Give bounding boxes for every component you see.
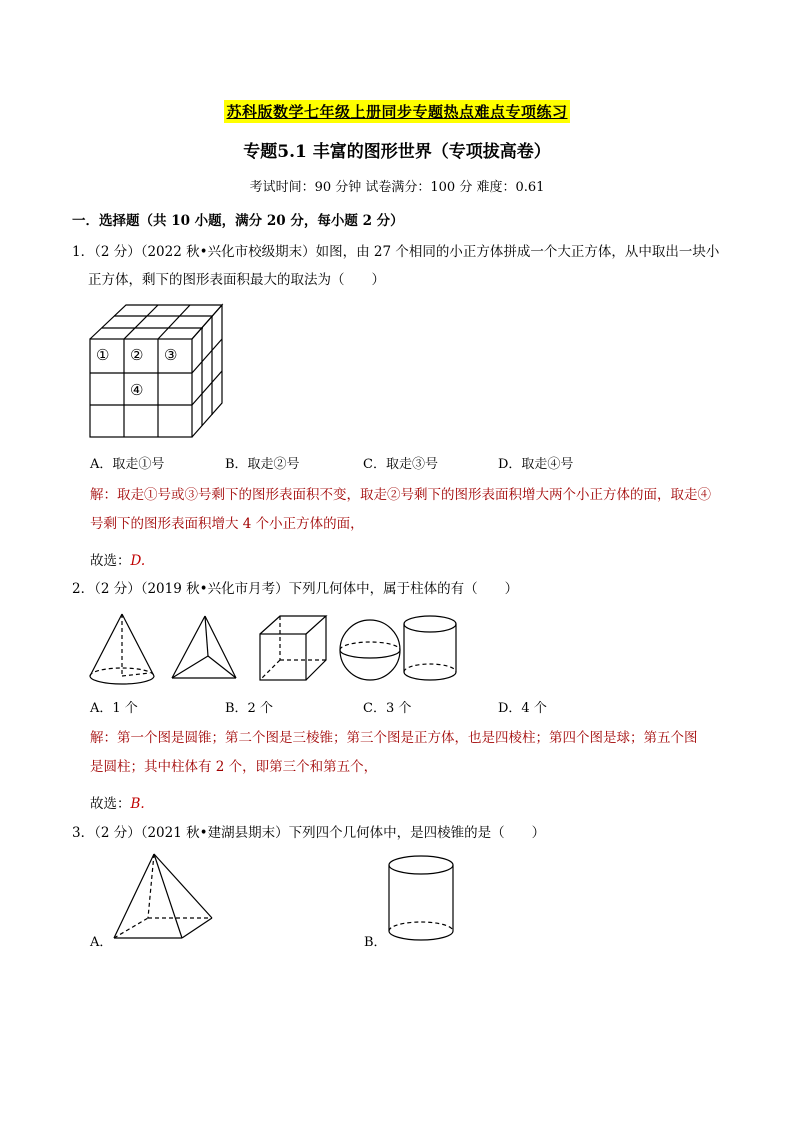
cube-label-3: ③	[164, 346, 178, 364]
solution-q2	[90, 724, 730, 782]
cube-label-4: ④	[130, 381, 144, 399]
answer-letter: B.	[130, 796, 145, 812]
cube-figure	[88, 303, 248, 443]
cube-shape	[260, 616, 326, 680]
cylinder-shape	[404, 616, 456, 680]
question-stem: 正方体，剩下的图形表面积最大的取法为（ ）	[88, 272, 385, 288]
option-b[interactable]: B．取走②号	[225, 457, 300, 472]
series-banner-wrap	[0, 100, 794, 123]
cube-label-1: ①	[96, 346, 110, 364]
question-stem: 3．（2 分）（2021 秋•建湖县期末）下列四个几何体中，是四棱锥的是（ ）	[72, 825, 546, 841]
section-heading: 一．选择题（共 10 小题，满分 20 分，每小题 2 分）	[72, 213, 404, 229]
solution-line: 是圆柱；其中柱体有 2 个，即第三个和第五个，	[90, 759, 378, 775]
exam-meta: 考试时间：90 分钟 试卷满分：100 分 难度：0.61	[249, 180, 545, 195]
question-stem: 2．（2 分）（2019 秋•兴化市月考）下列几何体中，属于柱体的有（ ）	[72, 581, 519, 597]
answer-q2	[90, 792, 145, 812]
question-1	[72, 238, 738, 294]
cube-label-2: ②	[130, 346, 144, 364]
answer-prefix: 故选：	[90, 796, 131, 812]
solution-line: 号剩下的图形表面积增大 4 个小正方体的面，	[90, 516, 364, 532]
answer-letter: D.	[130, 553, 146, 569]
option-b[interactable]: B．	[364, 935, 387, 950]
question-2	[72, 575, 722, 603]
question-3	[72, 819, 722, 847]
square-pyramid-figure	[112, 852, 222, 942]
page-title: 专题5.1 丰富的图形世界（专项拔高卷）	[243, 142, 551, 162]
solids-figure	[88, 612, 488, 692]
option-b[interactable]: B．2 个	[225, 701, 273, 716]
series-banner: 苏科版数学七年级上册同步专题热点难点专项练习	[224, 100, 569, 123]
option-c[interactable]: C．取走③号	[363, 457, 438, 472]
option-a[interactable]: A．	[90, 935, 113, 950]
sphere-shape	[340, 620, 400, 680]
answer-prefix: 故选：	[90, 553, 131, 569]
option-c[interactable]: C．3 个	[363, 701, 412, 716]
option-a[interactable]: A．取走①号	[90, 457, 165, 472]
option-d[interactable]: D．4 个	[498, 701, 547, 716]
cone-shape	[90, 614, 154, 684]
solution-q1	[90, 481, 730, 539]
triangular-pyramid-shape	[172, 616, 236, 678]
option-d[interactable]: D．取走④号	[498, 457, 574, 472]
solution-line: 解：第一个图是圆锥；第二个图是三棱锥；第三个图是正方体，也是四棱柱；第四个图是球；第五个图	[90, 730, 698, 746]
cylinder-figure	[387, 855, 467, 945]
question-stem: 1．（2 分）（2022 秋•兴化市校级期末）如图，由 27 个相同的小正方体拼成一个大正方体，从中取出一块小	[72, 244, 720, 260]
option-a[interactable]: A．1 个	[90, 701, 138, 716]
answer-q1	[90, 549, 145, 569]
solution-line: 解：取走①号或③号剩下的图形表面积不变，取走②号剩下的图形表面积增大两个小正方体的面，取走④	[90, 487, 711, 503]
